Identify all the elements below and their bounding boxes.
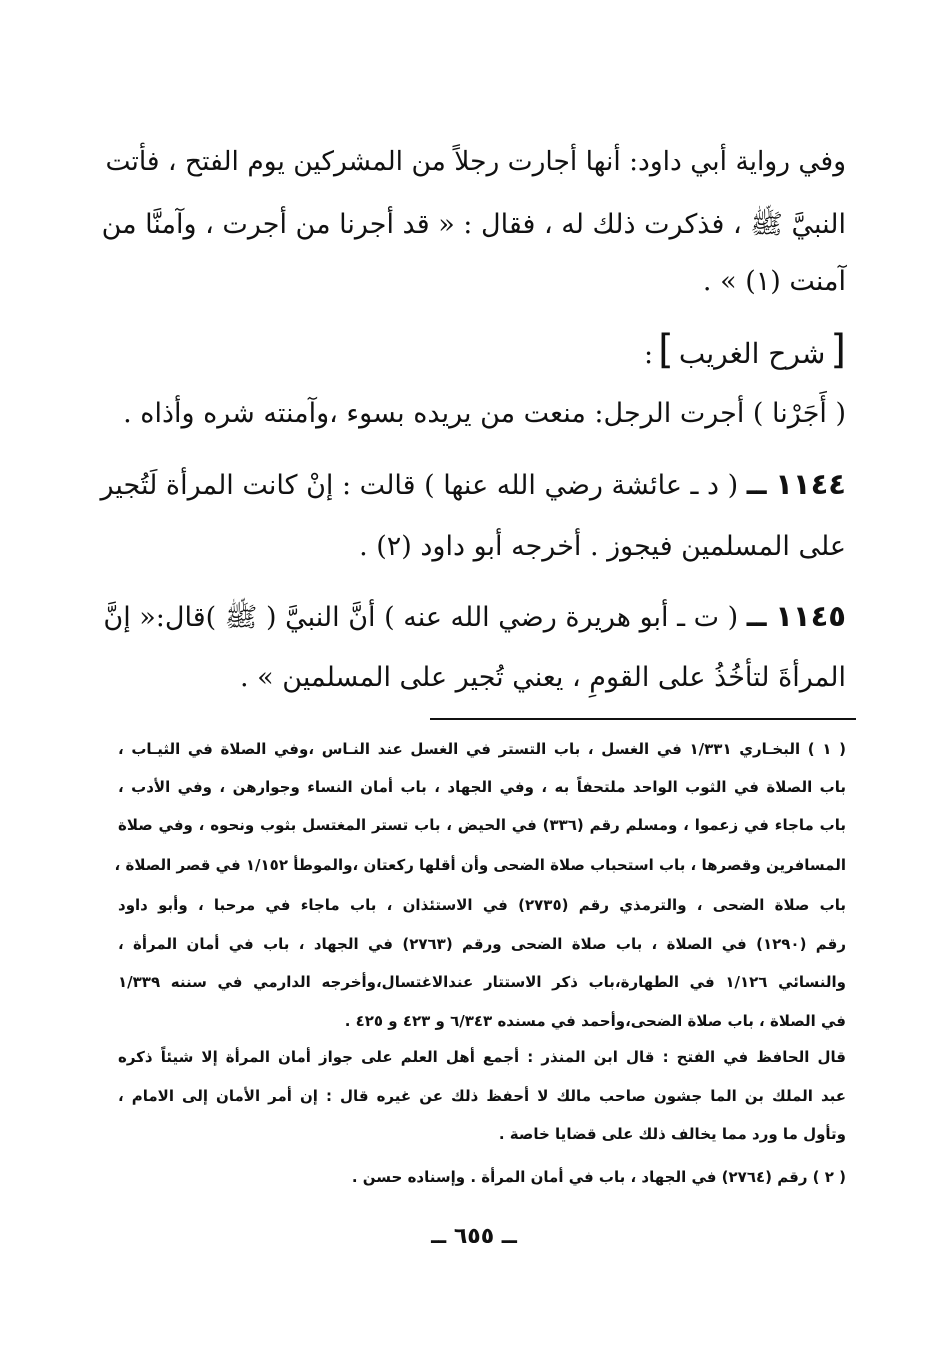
footnote-1-line-1: ( ١ ) البخـاري ١/٣٣١ في الغسل ، باب التستر في الغسل عند النـاس ،وفي الصلاة في الثيـاب ،	[118, 740, 846, 758]
footnote-1-line-3: باب ماجاء في زعموا ، ومسلم رقم (٣٣٦) في الحيض ، باب تستر المغتسل بثوب ونحوه ، وفي صلاة	[118, 816, 846, 834]
footnote-1-line-4: المسافرين وقصرها ، باب استحباب صلاة الضحى وأن أقلها ركعتان ،والموطأ ١/١٥٢ في قصر الصلاة ،	[114, 856, 846, 874]
hafiz-note-line-2: عبد الملك بن الما جشون صاحب مالك لا أحفظ ذلك عن غيره قال : إن أمر الأمان إلى الامام ،	[118, 1087, 846, 1105]
hadith-1145-text-1: ( ت ـ أبو هريرة رضي الله عنه ) أنَّ النبيَّ ( ﷺ )قال:« إنَّ	[103, 602, 739, 633]
footnote-1-line-6: رقم (١٢٩٠) في الصلاة ، باب صلاة الضحى ورقم (٢٧٦٣) في الجهاد ، باب في أمان المرأة ،	[118, 935, 846, 953]
gharib-heading	[643, 327, 846, 375]
gharib-definition: ( أَجَرْنا ) أجرت الرجل: منعت من يريده بسوء ،وآمنته شره وأذاه .	[123, 398, 846, 429]
hadith-1145-line-2: المرأةَ لتأخُذُ على القومِ ، يعني تُجير على المسلمين » .	[240, 662, 846, 693]
hadith-1145-number: ١١٤٥	[775, 599, 846, 633]
footnote-1-line-2: باب الصلاة في الثوب الواحد ملتحفاً به ، وفي الجهاد ، باب أمان النساء وجوارهن ، وفي الأدب ،	[118, 778, 846, 796]
heading-close-bracket: ]	[658, 327, 674, 373]
heading-open-bracket: [	[830, 327, 846, 373]
body-line-2: النبيَّ ﷺ ، فذكرت ذلك له ، فقال : « قد أجرنا من أجرت ، وآمنَّا من	[101, 209, 846, 240]
footnote-1-line-8: في الصلاة ، باب صلاة الضحى،وأحمد في مسنده ٦/٣٤٣ و ٤٢٣ و ٤٢٥ .	[344, 1012, 846, 1030]
hadith-1144-number: ١١٤٤	[775, 467, 846, 501]
heading-title: شرح الغريب	[678, 337, 826, 370]
hadith-1145-line-1	[103, 596, 846, 638]
footnote-2: ( ٢ ) رقم (٢٧٦٤) في الجهاد ، باب في أمان المرأة . وإسناده حسن .	[351, 1168, 846, 1186]
footnote-separator	[430, 718, 856, 720]
hafiz-note-line-3: وتأول ما ورد مما يخالف ذلك على قضايا خاصة .	[498, 1125, 846, 1143]
heading-colon: :	[643, 339, 654, 370]
body-line-3: آمنت (١) » .	[702, 266, 846, 297]
hadith-1144-text-1: ( د ـ عائشة رضي الله عنها ) قالت : إنْ كانت المرأة لَتُجير	[100, 470, 739, 501]
hafiz-note-line-1: قال الحافظ في الفتح : قال ابن المنذر : أجمع أهل العلم على جواز أمان المرأة إلا شيئاً ذكره	[118, 1048, 846, 1066]
hadith-1145-dash: ــ	[746, 599, 767, 633]
hadith-1144-line-1	[100, 464, 846, 506]
footnote-1-line-7: والنسائي ١/١٢٦ في الطهارة،باب ذكر الاستتار عندالاغتسال،وأخرجه الدارمي في سننه ١/٣٣٩	[118, 973, 846, 991]
page-number: ــ ٦٥٥ ــ	[431, 1224, 517, 1249]
footnote-1-line-5: باب صلاة الضحى ، والترمذي رقم (٢٧٣٥) في الاستئذان ، باب ماجاء في مرحبا ، وأبو داود	[118, 896, 846, 914]
hadith-1144-line-2: على المسلمين فيجوز . أخرجه أبو داود (٢) .	[359, 531, 846, 562]
body-line-1: وفي رواية أبي داود: أنها أجارت رجلاً من المشركين يوم الفتح ، فأتت	[105, 146, 846, 177]
hadith-1144-dash: ــ	[746, 467, 767, 501]
